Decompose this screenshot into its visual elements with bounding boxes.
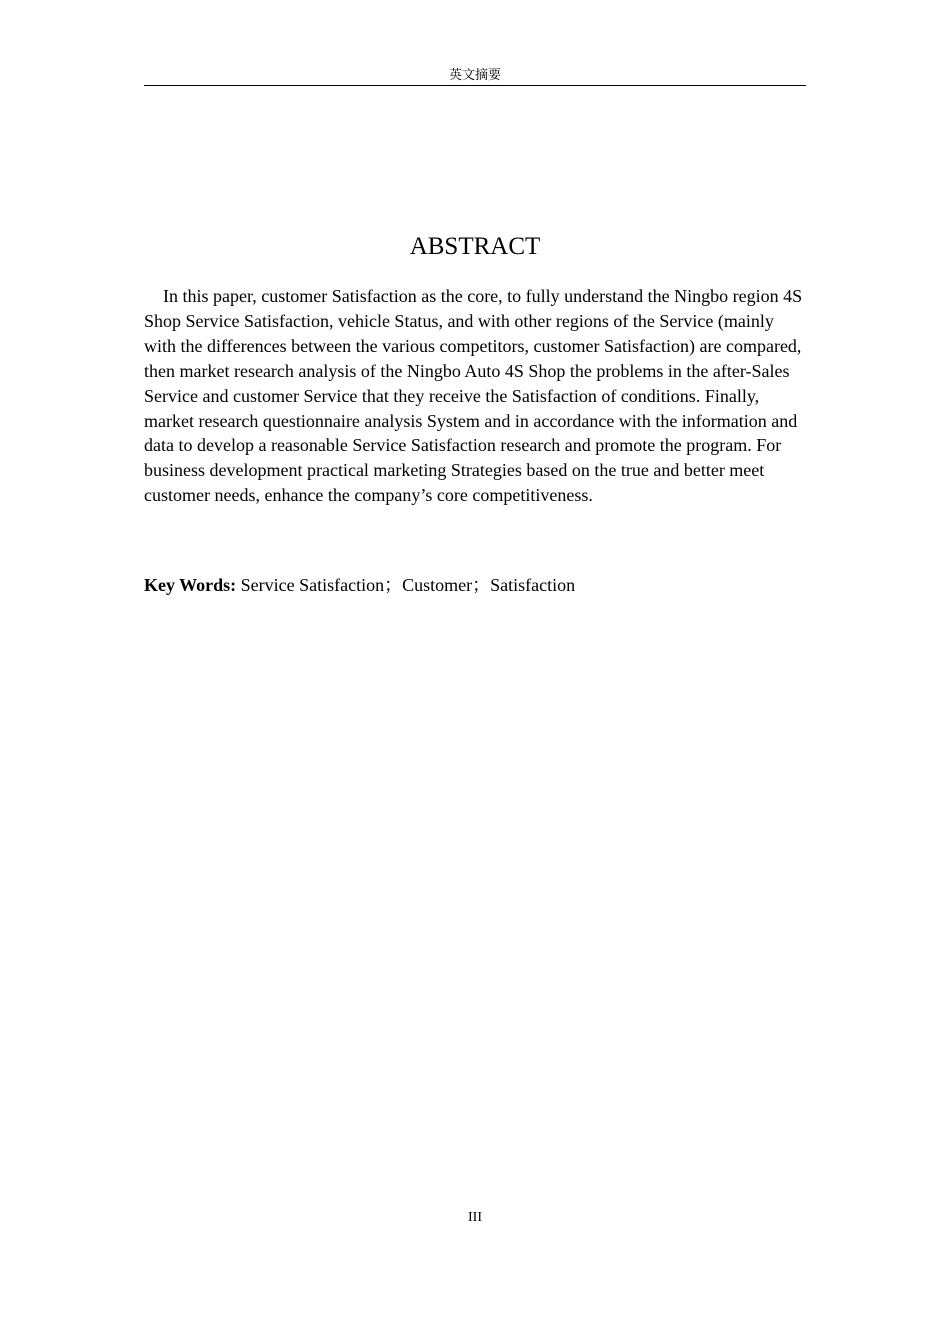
abstract-body: In this paper, customer Satisfaction as the core, to fully understand the Ningbo region 4S Shop Service Satisfaction, vehicle Status, and with other regions of the Service (mainly with the differences between the various competitors, customer Satisfaction) are compared, then market research analysis of the Ningbo Auto 4S Shop the problems in the after-Sales Service and customer Service that they receive the Satisfaction of conditions. Finally, market research questionnaire analysis System and in accordance with the information and data to develop a reasonable Service Satisfaction research and promote the program. For business development practical marketing Strategies based on the true and better meet customer needs, enhance the company’s core competitiveness. [144, 286, 803, 506]
page-number: III [468, 1210, 482, 1225]
keywords-label: Key Words: [144, 575, 237, 595]
abstract-title: ABSTRACT [409, 233, 541, 260]
keywords-line [144, 573, 806, 598]
header-divider [144, 85, 806, 86]
running-header: 英文摘要 [448, 68, 501, 83]
keywords-value: Service Satisfaction；Customer；Satisfaction [236, 575, 576, 595]
